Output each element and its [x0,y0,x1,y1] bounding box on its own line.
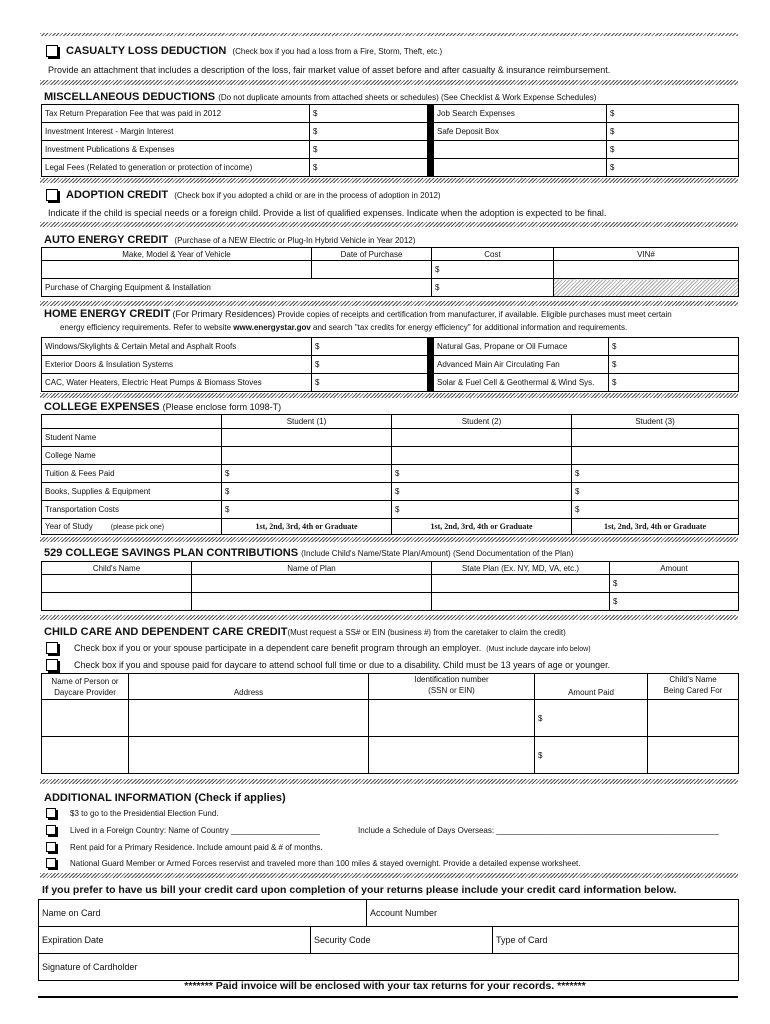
misc-amount-field[interactable]: $ [310,159,428,177]
home-amount-field[interactable]: $ [312,338,428,356]
plan529-header: Name of Plan [192,562,432,575]
childcare-disability-checkbox[interactable] [46,659,58,671]
account-number-field[interactable]: Account Number [367,900,739,927]
college-field[interactable] [222,429,392,447]
auto-table [41,247,739,297]
childcare-amount-field[interactable]: $ [535,700,648,737]
year-choice[interactable]: 1st, 2nd, 3rd, 4th or Graduate [392,519,572,535]
auto-header: Cost [432,248,554,261]
national-guard-checkbox[interactable] [46,858,56,868]
auto-vin-field[interactable] [554,261,739,279]
auto-title: AUTO ENERGY CREDIT (Purchase of a NEW Electric or Plug-In Hybrid Vehicle in Year 2012) [44,234,416,246]
childcare-field[interactable] [42,737,129,774]
credit-card-title: If you prefer to have us bill your credit card upon completion of your returns please include your credit card information below. [42,884,677,896]
misc-title: MISCELLANEOUS DEDUCTIONS (Do not duplicate amounts from attached sheets or schedules) (See Checklist & Work Expense Schedules) [44,91,597,103]
childcare-header: Child's Name Being Cared For [648,674,739,700]
year-choice[interactable]: 1st, 2nd, 3rd, 4th or Graduate [222,519,392,535]
misc-amount-field[interactable]: $ [310,123,428,141]
shaded-cell [554,279,739,297]
year-choice[interactable]: 1st, 2nd, 3rd, 4th or Graduate [572,519,739,535]
childcare-field[interactable] [129,737,369,774]
home-amount-field[interactable]: $ [609,338,739,356]
misc-label: Safe Deposit Box [434,123,607,141]
college-field[interactable] [572,447,739,465]
misc-label: Investment Interest - Margin Interest [42,123,310,141]
additional-item: Lived in a Foreign Country: Name of Country ____________________ [70,826,320,835]
college-amount-field[interactable]: $ [392,465,572,483]
college-field[interactable] [392,429,572,447]
childcare-header: Name of Person or Daycare Provider [42,674,129,700]
expiration-date-field[interactable]: Expiration Date [39,927,311,954]
plan529-field[interactable] [42,593,192,611]
misc-amount-field[interactable]: $ [607,141,739,159]
adoption-title: ADOPTION CREDIT (Check box if you adopted a child or are in the process of adoption in 2012) [66,189,441,201]
auto-charging-label: Purchase of Charging Equipment & Installation [42,279,432,297]
misc-blank-field[interactable] [434,159,607,177]
misc-label: Job Search Expenses [434,105,607,123]
additional-item: National Guard Member or Armed Forces reservist and traveled more than 100 miles & stayed overnight. Provide a detailed expense worksheet. [70,859,581,868]
adoption-description: Indicate if the child is special needs or a foreign child. Provide a list of qualified expenses. Indicate when the adoption is expected to be final. [48,208,607,218]
college-note: (Please enclose form 1098-T) [162,402,282,412]
student-header: Student (2) [392,415,572,429]
footer-note: ******* Paid invoice will be enclosed with your tax returns for your records. ******* [184,980,586,992]
plan529-field[interactable] [192,593,432,611]
security-code-field[interactable]: Security Code [311,927,493,954]
home-label: CAC, Water Heaters, Electric Heat Pumps & Biomass Stoves [42,374,312,392]
college-row-label: Books, Supplies & Equipment [42,483,222,501]
auto-cost-field[interactable]: $ [432,261,554,279]
childcare-check2-label: Check box if you and spouse paid for daycare to attend school full time or due to a disability. Child must be 13 years of age or younger. [74,660,611,670]
plan529-field[interactable] [432,593,610,611]
college-amount-field[interactable]: $ [222,483,392,501]
plan529-header: Amount [610,562,739,575]
election-fund-checkbox[interactable] [46,808,56,818]
home-amount-field[interactable]: $ [609,356,739,374]
auto-charging-cost-field[interactable]: $ [432,279,554,297]
college-amount-field[interactable]: $ [392,483,572,501]
home-title-paren: (For Primary Residences) [172,309,276,319]
auto-date-field[interactable] [312,261,432,279]
misc-amount-field[interactable]: $ [310,105,428,123]
plan529-amount-field[interactable]: $ [610,575,739,593]
misc-table [41,104,739,177]
childcare-field[interactable] [369,700,535,737]
signature-field[interactable]: Signature of Cardholder [39,954,739,981]
casualty-description: Provide an attachment that includes a description of the loss, fair market value of asset before and after casualty & insurance reimbursement. [48,65,611,75]
childcare-amount-field[interactable]: $ [535,737,648,774]
rent-paid-checkbox[interactable] [46,842,56,852]
college-row-label: Tuition & Fees Paid [42,465,222,483]
home-amount-field[interactable]: $ [312,356,428,374]
plan529-amount-field[interactable]: $ [610,593,739,611]
home-label: Natural Gas, Propane or Oil Furnace [434,338,609,356]
home-label: Solar & Fuel Cell & Geothermal & Wind Sys. [434,374,609,392]
auto-vehicle-field[interactable] [42,261,312,279]
childcare-check1-label: Check box if you or your spouse participate in a dependent care benefit program through an employer. (Must include daycare info below) [74,643,591,653]
home-title-line [44,308,672,320]
childcare-employer-checkbox[interactable] [46,642,58,654]
home-label: Exterior Doors & Insulation Systems [42,356,312,374]
additional-title: ADDITIONAL INFORMATION (Check if applies) [44,792,286,804]
card-type-field[interactable]: Type of Card [493,927,739,954]
college-amount-field[interactable]: $ [572,483,739,501]
home-amount-field[interactable]: $ [609,374,739,392]
college-amount-field[interactable]: $ [572,465,739,483]
name-on-card-field[interactable]: Name on Card [39,900,367,927]
student-header: Student (1) [222,415,392,429]
casualty-title: CASUALTY LOSS DEDUCTION (Check box if you had a loss from a Fire, Storm, Theft, etc.) [66,45,443,57]
childcare-header: Address [129,674,369,700]
plan529-header: Child's Name [42,562,192,575]
home-note: Provide copies of receipts and certification from manufacturer, if available. Eligible purchases must meet certain [277,310,672,319]
year-note: (please pick one) [110,524,165,531]
plan529-title: 529 COLLEGE SAVINGS PLAN CONTRIBUTIONS (Include Child's Name/State Plan/Amount) (Send Documentation of the Plan) [44,547,574,559]
college-amount-field[interactable]: $ [222,501,392,519]
misc-amount-field[interactable]: $ [607,159,739,177]
misc-blank-field[interactable] [434,141,607,159]
auto-header: Make, Model & Year of Vehicle [42,248,312,261]
plan529-field[interactable] [432,575,610,593]
misc-label: Tax Return Preparation Fee that was paid in 2012 [42,105,310,123]
childcare-header: Amount Paid [535,674,648,700]
year-of-study-label: Year of Study (please pick one) [42,519,222,535]
auto-note: (Purchase of a NEW Electric or Plug-In Hybrid Vehicle in Year 2012) [174,236,416,245]
credit-card-table [38,899,739,981]
childcare-field[interactable] [369,737,535,774]
additional-item: $3 to go to the Presidential Election Fund. [70,809,219,818]
college-amount-field[interactable]: $ [222,465,392,483]
misc-amount-field[interactable]: $ [607,123,739,141]
childcare-field[interactable] [129,700,369,737]
adoption-checkbox[interactable] [46,189,58,201]
plan529-header: State Plan (Ex. NY, MD, VA, etc.) [432,562,610,575]
casualty-checkbox[interactable] [46,45,58,57]
childcare-title: CHILD CARE AND DEPENDENT CARE CREDIT(Must request a SS# or EIN (business #) from the caretaker to claim the credit) [44,626,566,638]
home-label: Advanced Main Air Circulating Fan [434,356,609,374]
childcare-field[interactable] [648,700,739,737]
auto-header: VIN# [554,248,739,261]
misc-amount-field[interactable]: $ [607,105,739,123]
childcare-note: (Must request a SS# or EIN (business #) from the caretaker to claim the credit) [287,628,566,637]
childcare-header: Identification number (SSN or EIN) [369,674,535,700]
home-title: HOME ENERGY CREDIT [44,308,171,320]
college-table [41,414,739,535]
childcare-table [41,673,739,774]
additional-item: Rent paid for a Primary Residence. Include amount paid & # of months. [70,843,323,852]
college-row-label: College Name [42,447,222,465]
college-amount-field[interactable]: $ [572,501,739,519]
childcare-field[interactable] [42,700,129,737]
home-table [41,337,739,392]
college-row-label: Student Name [42,429,222,447]
misc-label: Legal Fees (Related to generation or protection of income) [42,159,310,177]
plan529-field[interactable] [192,575,432,593]
misc-amount-field[interactable]: $ [310,141,428,159]
casualty-note: (Check box if you had a loss from a Fire, Storm, Theft, etc.) [232,47,443,56]
college-field[interactable] [222,447,392,465]
college-field[interactable] [392,447,572,465]
childcare-field[interactable] [648,737,739,774]
home-note-line2: energy efficiency requirements. Refer to website www.energystar.gov and search "tax credits for energy efficiency" for additional information and requirements. [60,323,628,332]
adoption-note: (Check box if you adopted a child or are in the process of adoption in 2012) [174,191,441,200]
home-label: Windows/Skylights & Certain Metal and Asphalt Roofs [42,338,312,356]
college-row-label: Transportation Costs [42,501,222,519]
plan529-note: (Include Child's Name/State Plan/Amount) (Send Documentation of the Plan) [301,549,574,558]
plan529-field[interactable] [42,575,192,593]
energystar-link[interactable]: www.energystar.gov [233,323,311,332]
misc-label: Investment Publications & Expenses [42,141,310,159]
college-field[interactable] [572,429,739,447]
home-amount-field[interactable]: $ [312,374,428,392]
auto-header: Date of Purchase [312,248,432,261]
college-title: COLLEGE EXPENSES (Please enclose form 1098-T) [44,401,282,413]
foreign-country-checkbox[interactable] [46,825,56,835]
college-amount-field[interactable]: $ [392,501,572,519]
overseas-schedule-label: Include a Schedule of Days Overseas: __________________________________________________ [358,826,719,835]
student-header: Student (3) [572,415,739,429]
plan529-table [41,561,739,611]
misc-note: (Do not duplicate amounts from attached sheets or schedules) (See Checklist & Work Expense Schedules) [218,93,597,102]
